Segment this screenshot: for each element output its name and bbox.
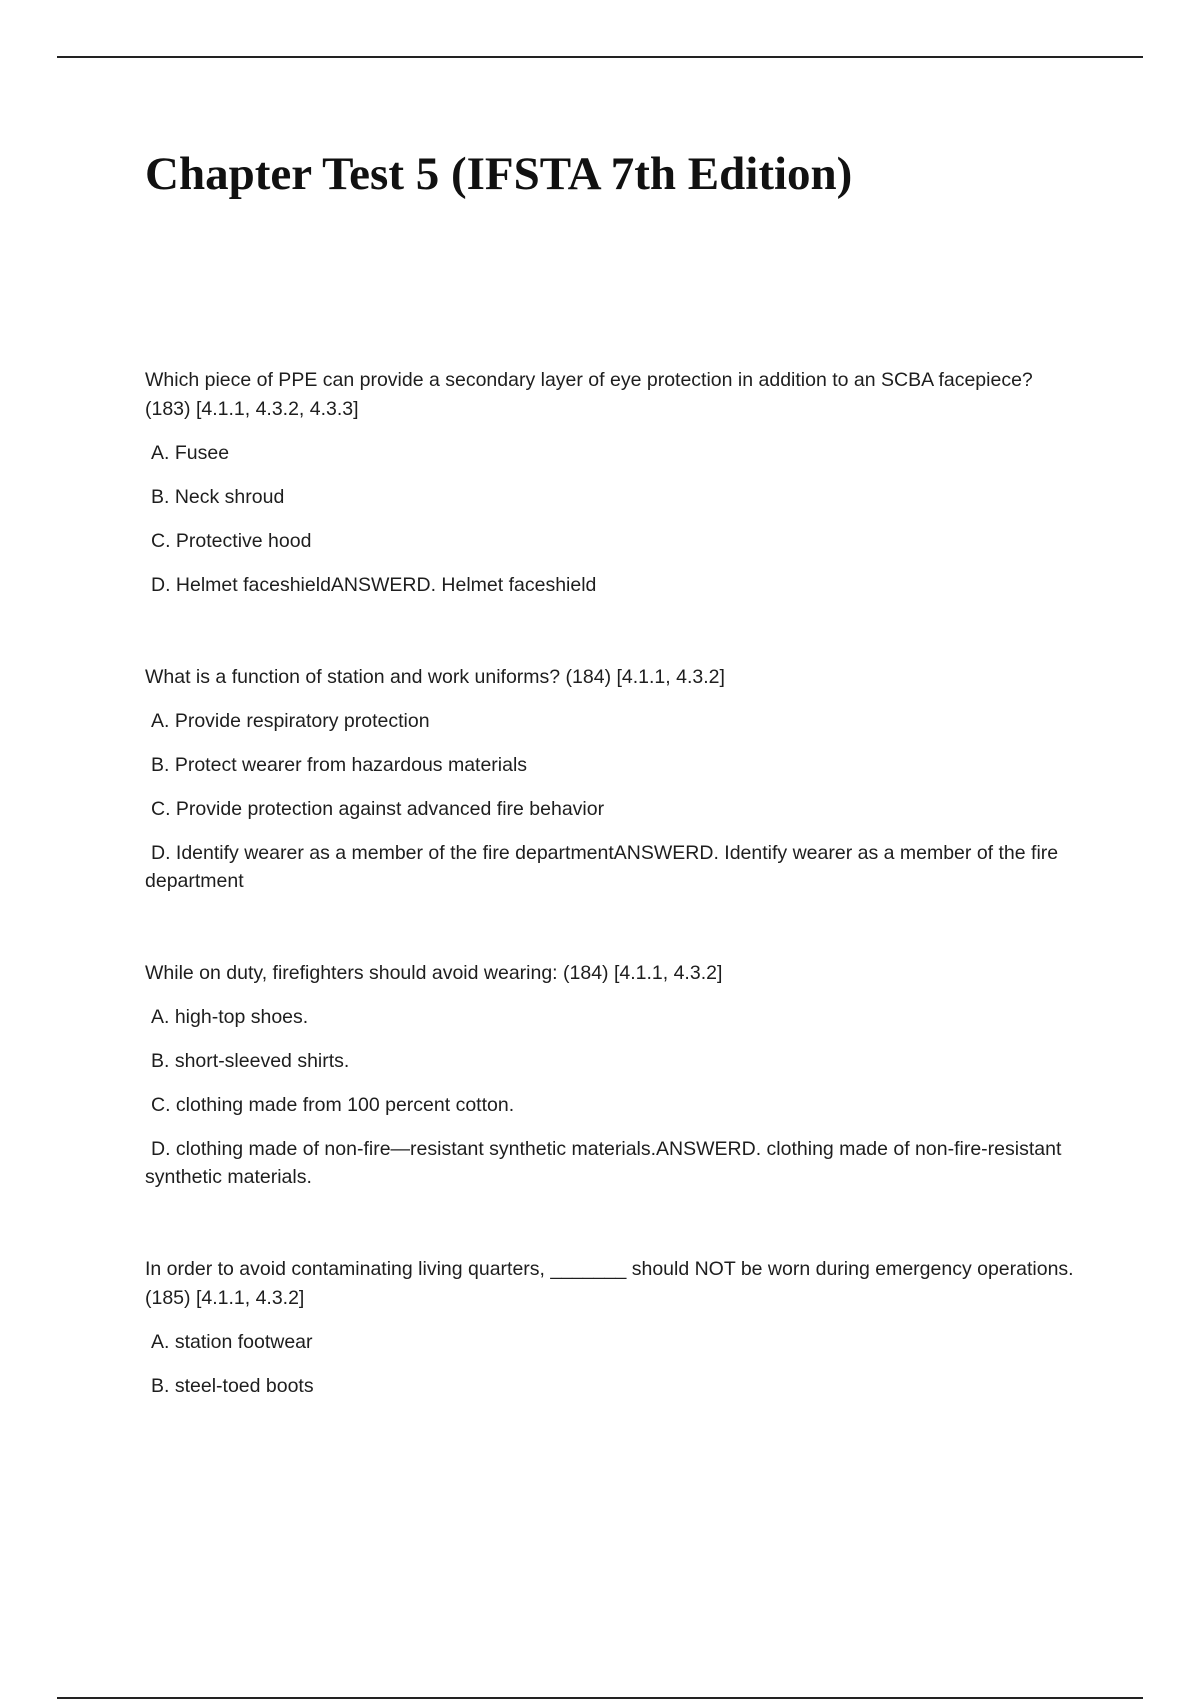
option-a: A. Provide respiratory protection [151, 710, 430, 732]
option-d-answer: D. clothing made of non-fire—resistant synthetic materials.ANSWERD. clothing made of non-fire-resistant synthetic materials. [145, 1138, 1062, 1188]
page-title: Chapter Test 5 (IFSTA 7th Edition) [145, 148, 853, 200]
top-divider [57, 56, 1143, 58]
option-c: C. clothing made from 100 percent cotton. [151, 1094, 515, 1116]
option-b: B. Neck shroud [151, 486, 285, 508]
question-text: Which piece of PPE can provide a secondary layer of eye protection in addition to an SCBA facepiece? (183) [4.1.1, 4.3.2, 4.3.3] [145, 369, 1033, 420]
question-3 [145, 959, 1075, 1191]
option-b: B. Protect wearer from hazardous materials [151, 754, 528, 776]
question-text: What is a function of station and work uniforms? (184) [4.1.1, 4.3.2] [145, 666, 725, 688]
option-a: A. Fusee [151, 442, 230, 464]
option-b: B. steel-toed boots [151, 1375, 314, 1397]
question-list [145, 366, 1075, 1464]
bottom-divider [57, 1697, 1143, 1699]
option-b: B. short-sleeved shirts. [151, 1050, 350, 1072]
question-2 [145, 663, 1075, 895]
option-c: C. Provide protection against advanced fire behavior [151, 798, 605, 820]
option-c: C. Protective hood [151, 530, 312, 552]
question-text: In order to avoid contaminating living quarters, _______ should NOT be worn during emergency operations. (185) [4.1.1, 4.3.2] [145, 1258, 1074, 1309]
question-1 [145, 366, 1075, 599]
option-d-answer: D. Helmet faceshieldANSWERD. Helmet faceshield [151, 574, 597, 596]
option-d-answer: D. Identify wearer as a member of the fire departmentANSWERD. Identify wearer as a member of the fire department [145, 842, 1059, 892]
option-a: A. high-top shoes. [151, 1006, 309, 1028]
question-text: While on duty, firefighters should avoid wearing: (184) [4.1.1, 4.3.2] [145, 962, 723, 984]
question-4 [145, 1255, 1075, 1400]
option-a: A. station footwear [151, 1331, 313, 1353]
